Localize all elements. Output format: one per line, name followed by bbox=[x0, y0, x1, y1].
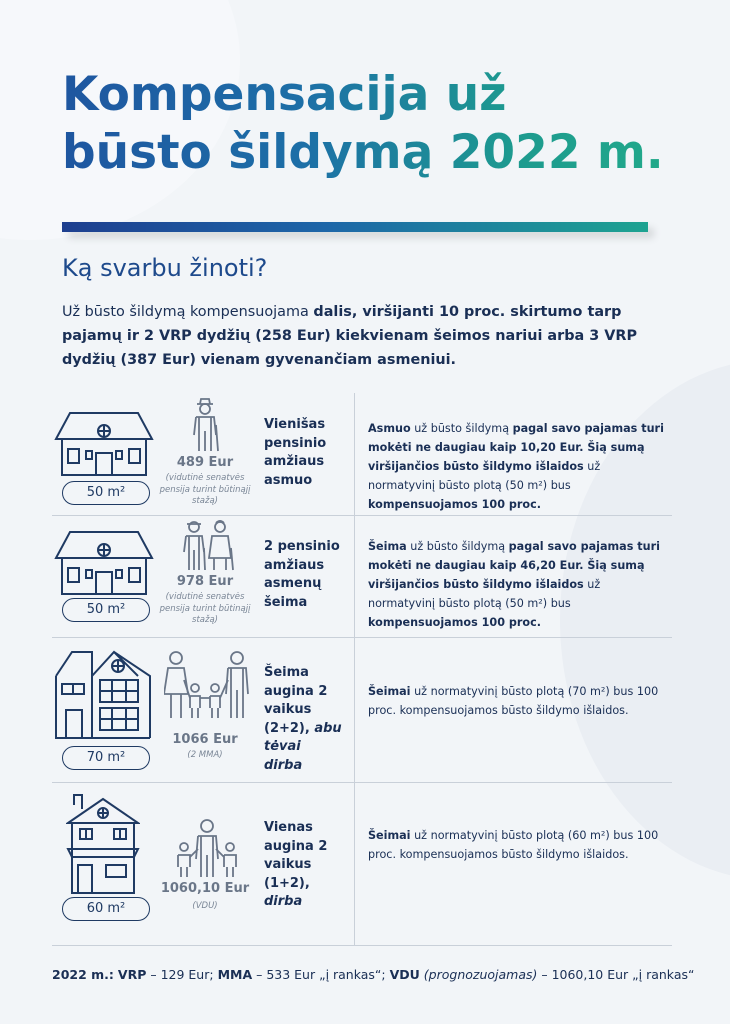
household-type bbox=[264, 819, 342, 912]
desc-text: už būsto šildymą bbox=[406, 540, 509, 553]
income-amount: 489 Eur bbox=[176, 455, 234, 470]
household-type-text: Šeima augina 2 vaikus (2+2), bbox=[264, 665, 328, 736]
row-description bbox=[368, 826, 668, 864]
two-story-house-icon bbox=[54, 648, 152, 740]
household-type-text: Vienas augina 2 vaikus (1+2), bbox=[264, 820, 328, 891]
gradient-divider bbox=[62, 222, 648, 232]
intro-text-regular: Už būsto šildymą kompensuojama bbox=[62, 304, 314, 320]
household-type-extra: abu tėvai dirba bbox=[264, 720, 342, 773]
desc-text: už normatyvinį būsto plotą (70 m²) bus 100 proc. bbox=[368, 685, 659, 717]
household-type bbox=[264, 664, 342, 775]
elderly-couple-icon bbox=[178, 518, 238, 572]
footer-vrp-value: – 129 Eur; bbox=[146, 967, 218, 982]
desc-subject: Šeimai bbox=[368, 829, 411, 842]
household-type bbox=[264, 538, 342, 612]
table-row bbox=[52, 393, 672, 515]
income-note: (2 MMA) bbox=[187, 750, 223, 760]
income-amount: 1066 Eur bbox=[172, 732, 238, 747]
area-badge: 60 m² bbox=[62, 897, 150, 921]
title-line-2: būsto šildymą 2022 m. bbox=[62, 125, 664, 180]
desc-text: už normatyvinį būsto plotą (50 m²) bus bbox=[368, 578, 601, 610]
footer-vdu-note: (prognozuojamas) bbox=[423, 967, 538, 982]
footer-vdu-label: VDU bbox=[389, 967, 420, 982]
desc-text: už būsto šildymą bbox=[410, 422, 513, 435]
intro-text-bold: dalis, viršijanti 10 proc. skirtumo tarp pajamų ir 2 VRP dydžių (258 Eur) kiekvienam šeimos nariui arba 3 VRP dydžių (387 Eur) vienam gyvenančiam asmeniui. bbox=[62, 304, 638, 368]
table-row bbox=[52, 638, 672, 781]
one-story-house-icon bbox=[54, 530, 154, 596]
section-subtitle: Ką svarbu žinoti? bbox=[62, 254, 268, 282]
table-row bbox=[52, 516, 672, 636]
desc-text: kompensuojamos būsto šildymo išlaidos. bbox=[399, 848, 629, 861]
area-badge: 50 m² bbox=[62, 598, 150, 622]
household-type-extra: dirba bbox=[264, 894, 303, 909]
row-separator bbox=[52, 945, 672, 946]
footer-year: 2022 m.: bbox=[52, 967, 114, 982]
intro-paragraph bbox=[62, 300, 672, 372]
family-two-adults-two-kids-icon bbox=[164, 650, 252, 720]
household-type bbox=[264, 416, 342, 490]
row-description bbox=[368, 419, 668, 514]
income-note: (VDU) bbox=[192, 901, 218, 911]
single-parent-two-kids-icon bbox=[172, 819, 242, 879]
row-description bbox=[368, 682, 668, 720]
household-type-text: 2 pensinio amžiaus asmenų šeima bbox=[264, 539, 340, 610]
table-row bbox=[52, 783, 672, 945]
area-badge: 70 m² bbox=[62, 746, 150, 770]
area-badge: 50 m² bbox=[62, 481, 150, 505]
desc-emphasis: pagal savo pajamas turi mokėti ne daugiau kaip 46,20 Eur. Šią sumą viršijančios būsto šildymo išlaidos bbox=[368, 540, 660, 591]
desc-text: už normatyvinį būsto plotą (50 m²) bus bbox=[368, 460, 601, 492]
income-amount: 1060,10 Eur bbox=[160, 881, 250, 896]
desc-emphasis: pagal savo pajamas turi mokėti ne daugiau kaip 10,20 Eur. Šią sumą viršijančios būsto šildymo išlaidos bbox=[368, 422, 664, 473]
income-amount: 978 Eur bbox=[176, 574, 234, 589]
row-description bbox=[368, 537, 668, 632]
footer-vrp-label: VRP bbox=[117, 967, 147, 982]
one-story-house-icon bbox=[54, 411, 154, 477]
desc-text: už normatyvinį būsto plotą (60 m²) bus 100 proc. bbox=[368, 829, 659, 861]
income-note: (vidutinė senatvės pensija turint būtinąjį stažą) bbox=[159, 473, 251, 506]
desc-text: kompensuojamos būsto šildymo išlaidos. bbox=[399, 704, 629, 717]
elderly-person-icon bbox=[188, 395, 222, 453]
desc-subject: Asmuo bbox=[368, 422, 411, 435]
household-type-text: Vienišas pensinio amžiaus asmuo bbox=[264, 417, 327, 488]
title-line-1: Kompensacija už bbox=[62, 67, 507, 122]
footer-vdu-value: – 1060,10 Eur „į rankas“ bbox=[537, 967, 695, 982]
desc-subject: Šeima bbox=[368, 540, 407, 553]
desc-emphasis: kompensuojamos 100 proc. bbox=[368, 616, 541, 629]
desc-subject: Šeimai bbox=[368, 685, 411, 698]
desc-emphasis: kompensuojamos 100 proc. bbox=[368, 498, 541, 511]
footer-mma-label: MMA bbox=[217, 967, 253, 982]
narrow-house-icon bbox=[66, 793, 140, 895]
page-title bbox=[62, 66, 664, 182]
footer-mma-value: – 533 Eur „į rankas“; bbox=[252, 967, 390, 982]
footer-note bbox=[52, 967, 694, 982]
income-note: (vidutinė senatvės pensija turint būtinąjį stažą) bbox=[159, 592, 251, 625]
